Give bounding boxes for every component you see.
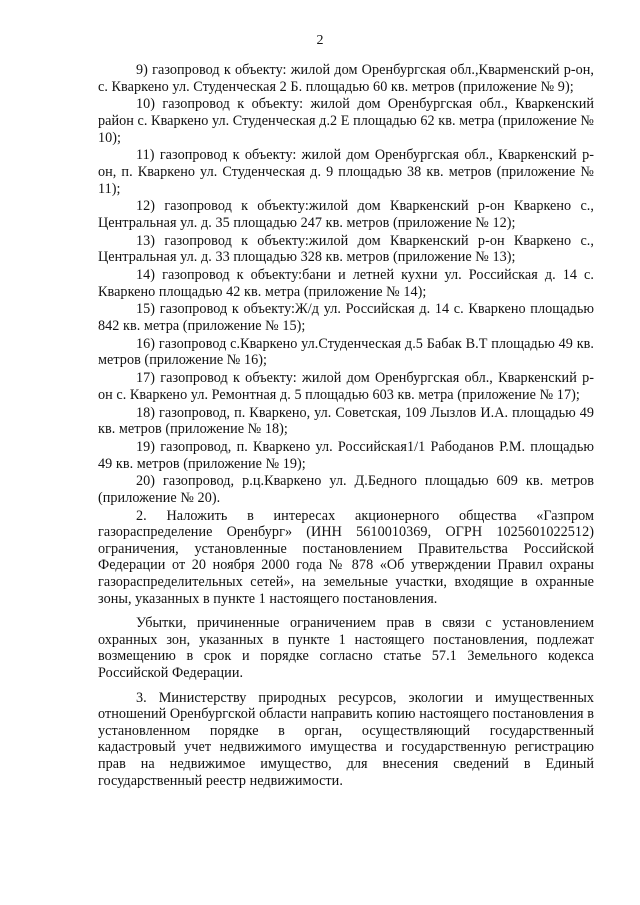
list-item-10: 10) газопровод к объекту: жилой дом Оренбургская обл., Кваркенский район с. Кваркено ул. Студенческая д.2 Е площадью 62 кв. метра (приложение № 10);	[98, 96, 594, 146]
page-number: 2	[316, 33, 324, 48]
list-item-16: 16) газопровод с.Кваркено ул.Студенческая д.5 Бабак В.Т площадью 49 кв. метров (приложение № 16);	[98, 335, 594, 369]
list-item-18: 18) газопровод, п. Кваркено, ул. Советская, 109 Лызлов И.А. площадью 49 кв. метров (приложение № 18);	[98, 404, 594, 438]
losses-paragraph: Убытки, причиненные ограничением прав в связи с установлением охранных зон, указанных в пункте 1 настоящего постановления, подлежат возмещению в срок и порядке согласно статье 57.1 Земельного кодекса Российской Федерации.	[98, 615, 594, 682]
list-item-14: 14) газопровод к объекту:бани и летней кухни ул. Российская д. 14 с. Кваркено площадью 42 кв. метра (приложение № 14);	[98, 267, 594, 300]
list-item-17: 17) газопровод к объекту: жилой дом Оренбургская обл., Кваркенский р-он с. Кваркено ул. Ремонтная д. 5 площадью 603 кв. метра (приложение № 17);	[98, 370, 594, 403]
list-item-19: 19) газопровод, п. Кваркено ул. Российская1/1 Рабоданов Р.М. площадью 49 кв. метров (приложение № 19);	[98, 438, 594, 472]
document-body	[98, 62, 594, 790]
clause-3: 3. Министерству природных ресурсов, экологии и имущественных отношений Оренбургской области направить копию настоящего постановления в установленном порядке в орган, осуществляющий государственный кадастровый учет недвижимого имущества и государственную регистрацию прав на недвижимое имущество, для внесения сведений в Единый государственный реестр недвижимости.	[98, 689, 594, 789]
list-item-13: 13) газопровод к объекту:жилой дом Кваркенский р-он Кваркено с., Центральная ул. д. 33 площадью 328 кв. метров (приложение № 13);	[98, 232, 594, 266]
list-item-11: 11) газопровод к объекту: жилой дом Оренбургская обл., Кваркенский р-он, п. Кваркено ул. Студенческая д. 9 площадью 38 кв. метров (приложение № 11);	[98, 147, 594, 197]
list-item-20: 20) газопровод, р.ц.Кваркено ул. Д.Бедного площадью 609 кв. метров (приложение № 20).	[98, 473, 594, 506]
clause-2: 2. Наложить в интересах акционерного общества «Газпром газораспределение Оренбург» (ИНН 5610010369, ОГРН 1025601022512) ограничения, установленные постановлением Правительства Российской Федерации от 20 ноября 2000 года № 878 «Об утверждении Правил охраны газораспределительных сетей», на земельные участки, входящие в охранные зоны, указанных в пункте 1 настоящего постановления.	[98, 507, 594, 607]
list-item-9: 9) газопровод к объекту: жилой дом Оренбургская обл.,Кварменский р-он, с. Кваркено ул. Студенческая 2 Б. площадью 60 кв. метров (приложение № 9);	[98, 62, 594, 95]
list-item-12: 12) газопровод к объекту:жилой дом Кваркенский р-он Кваркено с., Центральная ул. д. 35 площадью 247 кв. метров (приложение № 12);	[98, 198, 594, 231]
list-item-15: 15) газопровод к объекту:Ж/д ул. Российская д. 14 с. Кваркено площадью 842 кв. метра (приложение № 15);	[98, 301, 594, 335]
